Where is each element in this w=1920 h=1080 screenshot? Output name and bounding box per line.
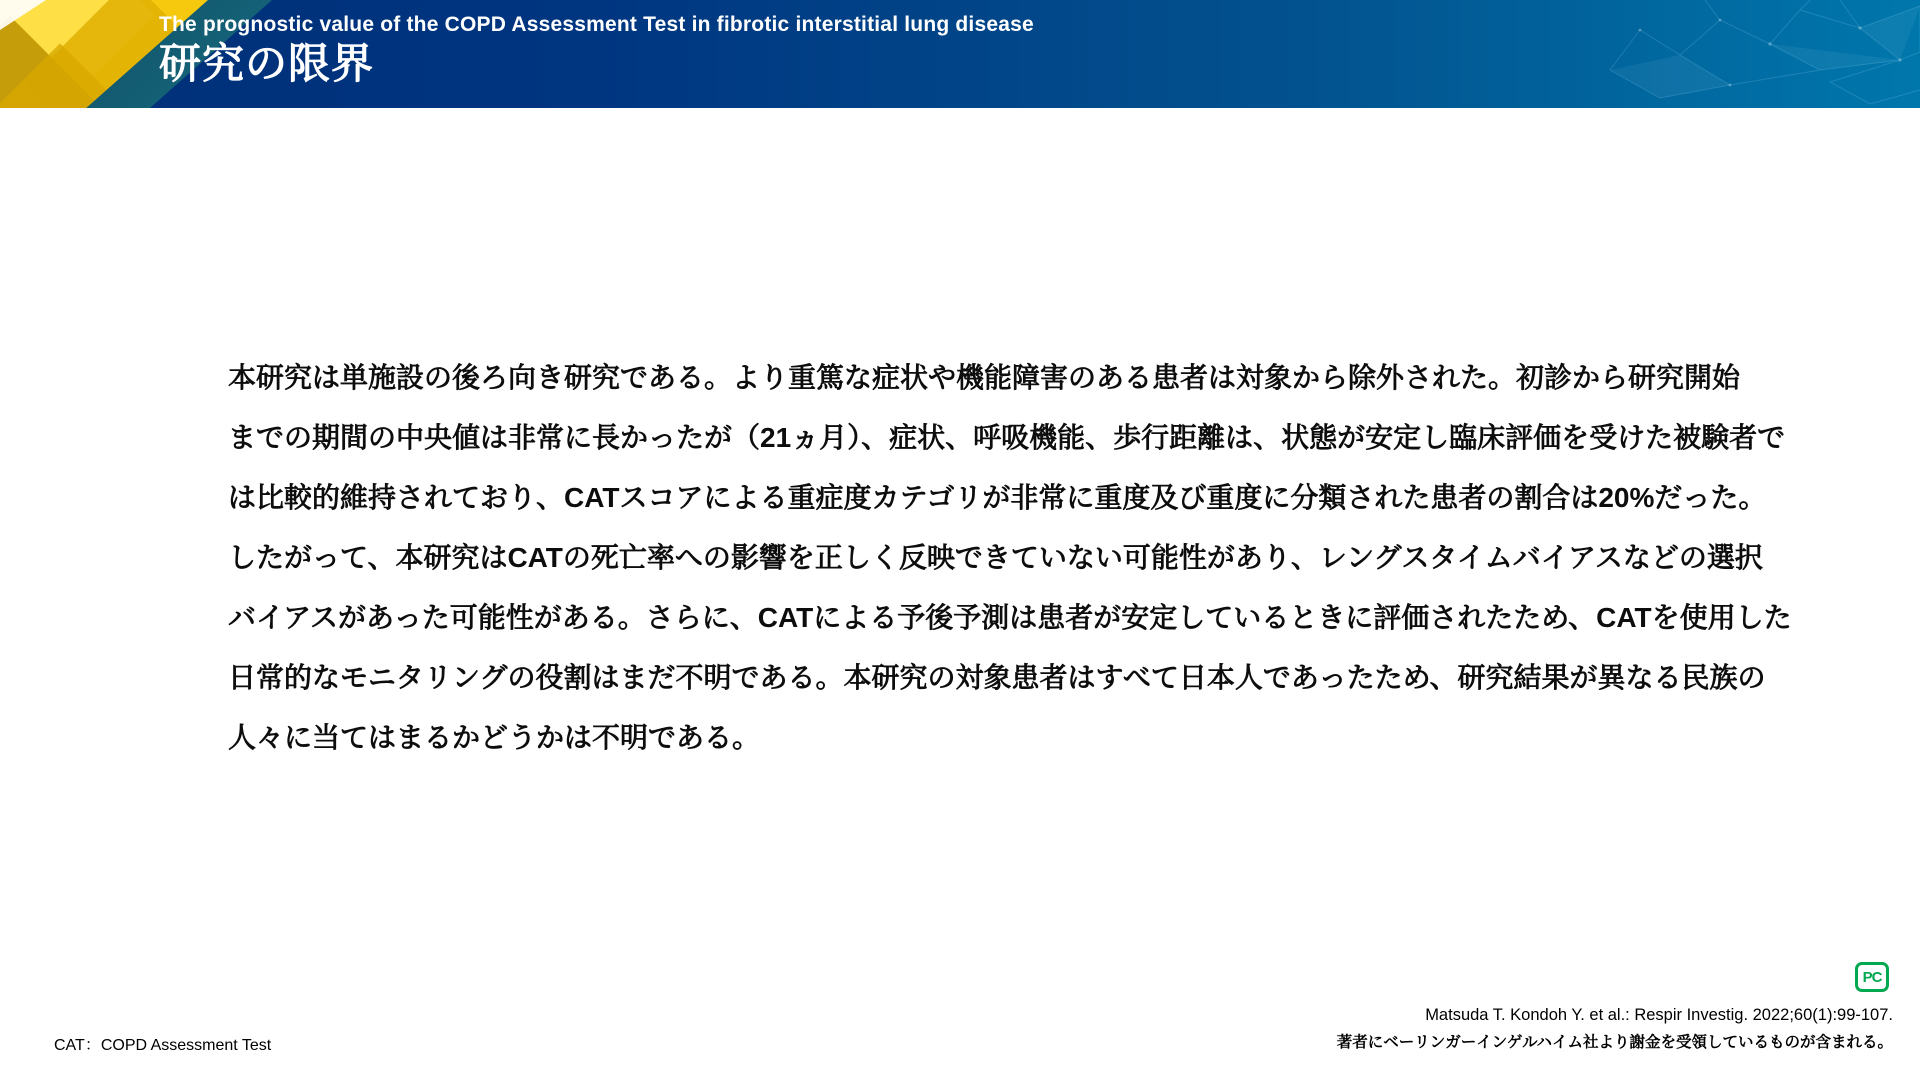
disclosure-note: 著者にベーリンガーインゲルハイム社より謝金を受領しているものが含まれる。 — [1336, 1034, 1893, 1051]
page-title: 研究の限界 — [159, 40, 375, 87]
pc-badge-label: PC — [1862, 968, 1882, 986]
citation: Matsuda T. Kondoh Y. et al.: Respir Investig. 2022;60(1):99-107. — [1425, 1006, 1893, 1024]
text-line: までの期間の中央値は非常に長かったが（21ヵ月）、症状、呼吸機能、歩行距離は、状態が安定し臨床評価を受けた被験者で — [228, 422, 1786, 453]
slide-header — [0, 0, 1920, 108]
text-line: したがって、本研究はCATの死亡率への影響を正しく反映できていない可能性があり、レングスタイムバイアスなどの選択 — [228, 542, 1763, 573]
abbreviation-note: CAT：COPD Assessment Test — [54, 1037, 272, 1054]
study-title: The prognostic value of the COPD Assessment Test in fibrotic interstitial lung disease — [159, 13, 1034, 36]
text-line: バイアスがあった可能性がある。さらに、CATによる予後予測は患者が安定しているときに評価されたため、CATを使用した — [228, 602, 1792, 633]
text-line: 本研究は単施設の後ろ向き研究である。より重篤な症状や機能障害のある患者は対象から除外された。初診から研究開始 — [228, 362, 1741, 393]
text-line: 人々に当てはまるかどうかは不明である。 — [228, 722, 761, 753]
text-line: は比較的維持されており、CATスコアによる重症度カテゴリが非常に重度及び重度に分類された患者の割合は20%だった。 — [228, 482, 1767, 513]
limitations-text-block — [228, 348, 1792, 768]
pc-badge-icon — [1855, 962, 1889, 992]
text-line: 日常的なモニタリングの役割はまだ不明である。本研究の対象患者はすべて日本人であったため、研究結果が異なる民族の — [228, 662, 1766, 693]
header-text-group — [159, 0, 1034, 85]
network-pattern-decoration — [1300, 0, 1920, 108]
